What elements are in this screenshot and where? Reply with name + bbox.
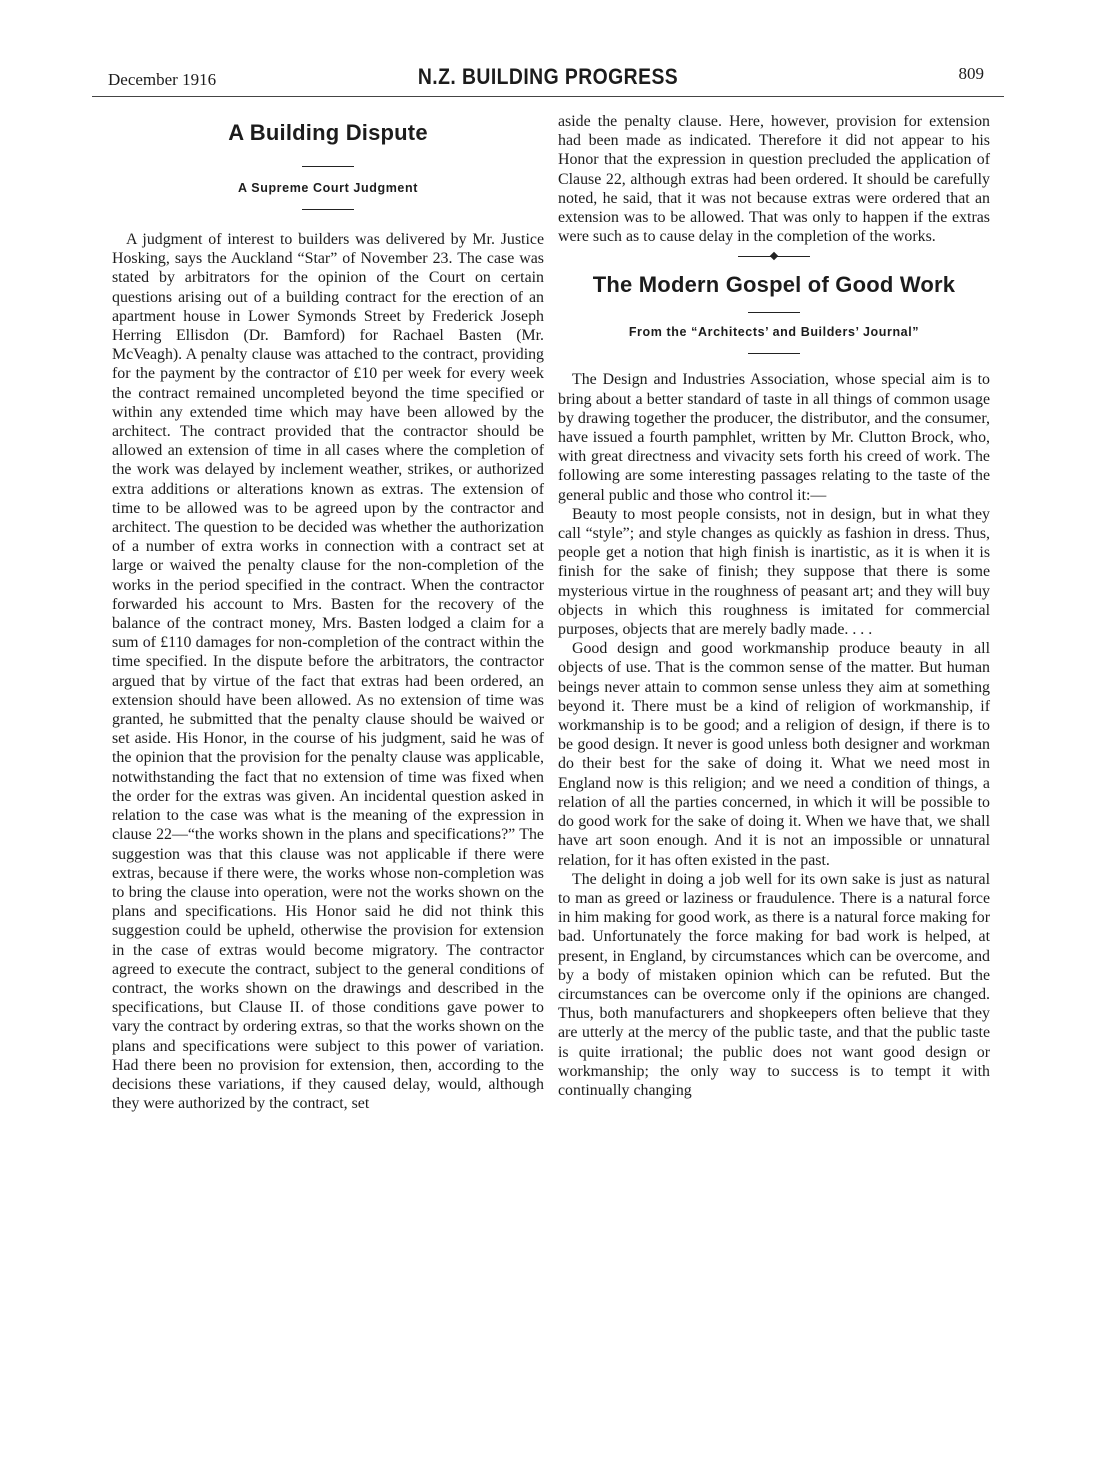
right-column (558, 112, 990, 1100)
article2-title: The Modern Gospel of Good Work (592, 272, 956, 298)
article2-paragraph: The delight in doing a job well for its own sake is just as natural to man as greed or laziness or fraudulence. There is a natural force in him making for good work, as there is a natural force making for bad. Unfortunately the force making for bad work is helped, at present, in England, by circumstances which can be overcome, and by a body of mistaken opinion which can be refuted. But the circumstances can be overcome only if the opinions are changed. Thus, both manufacturers and shopkeepers often believe that they are utterly at the mercy of the public taste, and that the public taste is quite irrational; the public does not want good design or workmanship; the only way to success is to tempt it with continually changing (558, 870, 990, 1099)
subtitle-rule (302, 209, 354, 210)
issue-date: December 1916 (108, 70, 217, 89)
publication-title: N.Z. BUILDING PROGRESS (417, 64, 679, 89)
article2-paragraph: The Design and Industries Association, whose special aim is to bring about a better standard of taste in all things of common usage by drawing together the producer, the distributor, and the consumer, have issued a fourth pamphlet, written by Mr. Clutton Brock, who, with great directness and vivacity sets forth his creed of work. The following are some interesting passages relating to the taste of the general public and those who control it:— (558, 371, 990, 504)
running-header (92, 62, 1004, 97)
article2-paragraph: Beauty to most people consists, not in design, but in what they call “style”; and style changes as quickly as fashion in dress. Thus, people get a notion that high finish is inartistic, as it is when it is finish for the sake of finish; they suppose that there is some mysterious virtue in the roughness of peasant art; and they will buy objects in which this roughness is imitated for commercial purposes, objects that are merely badly made. . . . (558, 505, 990, 639)
article1-continuation: aside the penalty clause. Here, however, provision for extension had been made as indicated. Therefore it did not appear to his Honor that the expression in question precluded the application of Clause 22, although extras had been ordered. It should be carefully noted, he said, that it was not because extras were ordered that an extension was to be allowed. That was only to happen if the extras were such as to cause delay in the completion of the works. (558, 113, 990, 246)
article2-subtitle: From the “Architects’ and Builders’ Journal” (628, 325, 920, 340)
title-rule (302, 166, 354, 167)
subtitle-rule (748, 353, 800, 354)
article1-subtitle: A Supreme Court Judgment (238, 181, 418, 195)
title-rule (748, 312, 800, 313)
section-divider-ornament (738, 252, 810, 262)
article1-paragraph: A judgment of interest to builders was delivered by Mr. Justice Hosking, says the Auckland “Star” of November 23. The case was stated by arbitrators for the opinion of the Court on certain questions arising out of a building contract for the erection of an apartment house in Lower Symonds Street by Frederick Joseph Herring Ellisdon (Dr. Bamford) for Rachael Basten (Mr. McVeagh). A penalty clause was attached to the contract, providing for the payment by the contractor of £10 per week for every week the contract remained uncompleted beyond the time specified or within any extended time which may have been allowed by the architect. The contract provided that the contractor should be allowed an extension of time in all cases where the completion of the work was delayed by inclement weather, strikes, or authorized extra additions or alterations known as extras. The extension of time to be allowed was to be agreed upon by the contractor and architect. The question to be decided was whether the authorization of a number of extra works in connection with a contract set at large or waived the penalty clause for the non-completion of the works in the period specified in the contract. When the contractor forwarded his account to Mrs. Basten for the recovery of the balance of the contract money, Mrs. Basten lodged a claim for a sum of £110 damages for non-completion of the contract within the time specified. In the dispute before the arbitrators, the contractor argued that by virtue of the fact that extras had been ordered, an extension should have been allowed. As no extension of time was granted, he submitted that the penalty clause should be waived or set aside. His Honor, in the course of his judgment, said he was of the opinion that the provision for the penalty clause was applicable, notwithstanding the fact that no extension of time was fixed when the order for the extras was given. An incidental question asked in relation to the case was what is the meaning of the expression in clause 22—“the works shown in the plans and specifications?” The suggestion was that this clause was not applicable if there were extras, because if there were, the works whose non-completion was to bring the clause into operation, were not the works shown on the plans and specifications. His Honor said he did not think this suggestion could be upheld, otherwise the provision for extension in the case of extras would become migratory. The contractor agreed to execute the contract, subject to the general conditions of contract, the works shown on the drawings and described in the specifications, but Clause II. of those conditions gave power to vary the contract by ordering extras, so that the works shown on the plans and specifications were subject to this power of variation. Had there been no provision for extension, then, according to the decisions these variations, if they caused delay, would, although they were authorized by the contract, set (112, 231, 544, 1113)
page-number: 809 (958, 64, 984, 83)
article1-title: A Building Dispute (228, 120, 428, 145)
article2-paragraph: Good design and good workmanship produce beauty in all objects of use. That is the common sense of the matter. But human beings never attain to common sense unless they aim at something beyond it. There must be a kind of religion of workmanship, if workmanship is to be good; and a religion of design, if there is to be good design. It never is good unless both designer and workman do their best for the sake of doing it. What we need most in England now is this religion; and we need a condition of things, a relation of all the parties concerned, in which it will be possible to do good work for the sake of doing it. When we have that, we shall have art soon enough. And it is not an impossible or unnatural relation, for it has often existed in the past. (558, 640, 990, 869)
left-column (112, 112, 544, 1113)
